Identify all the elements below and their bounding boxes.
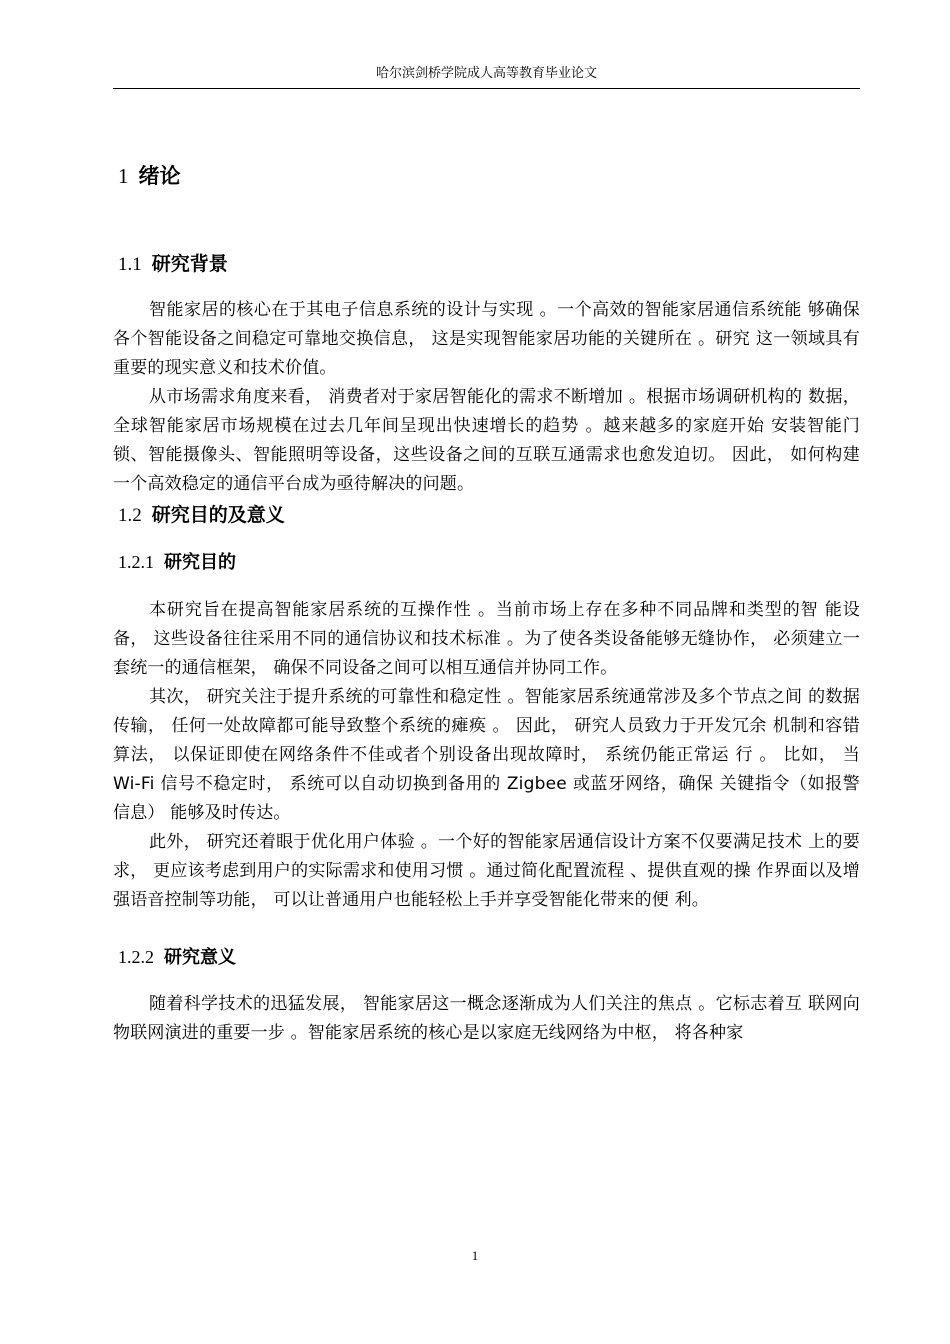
paragraph: 其次， 研究关注于提升系统的可靠性和稳定性 。智能家居系统通常涉及多个节点之间 的数据传输， 任何一处故障都可能导致整个系统的瘫痪 。 因此， 研究人员致力于开发冗余 机制和容错算法， 以保证即使在网络条件不佳或者个别设备出现故障时， 系统仍能正常运 行 。 比如， 当 Wi-Fi 信号不稳定时， 系统可以自动切换到备用的 Zigbee 或蓝牙网络，确保 关键指令（如报警信息） 能够及时传达。 bbox=[113, 687, 860, 823]
running-header: 哈尔滨剑桥学院成人高等教育毕业论文 bbox=[375, 66, 597, 81]
section-title: 研究目的及意义 bbox=[151, 504, 285, 526]
paragraph: 从市场需求角度来看， 消费者对于家居智能化的需求不断增加 。根据市场调研机构的 数据， 全球智能家居市场规模在过去几年间呈现出快速增长的趋势 。越来越多的家庭开始 安装智能门锁、智能摄像头、智能照明等设备，这些设备之间的互联互通需求也愈发迫切。 因此， 如何构建一个高效稳定的通信平台成为亟待解决的问题。 bbox=[113, 387, 860, 494]
chapter-title: 绪论 bbox=[138, 164, 181, 188]
subsection-heading-1-2-2 bbox=[118, 945, 236, 970]
section-heading-1-2 bbox=[118, 502, 285, 529]
paragraph: 智能家居的核心在于其电子信息系统的设计与实现 。一个高效的智能家居通信系统能 够确保各个智能设备之间稳定可靠地交换信息， 这是实现智能家居功能的关键所在 。研究 这一领域具有重要的现实意义和技术价值。 bbox=[113, 300, 860, 378]
subsection-number: 1.2.1 bbox=[118, 552, 154, 572]
section-title: 研究背景 bbox=[151, 253, 228, 275]
subsection-title: 研究目的 bbox=[164, 552, 236, 573]
paragraph: 本研究旨在提高智能家居系统的互操作性 。当前市场上存在多种不同品牌和类型的智 能设备， 这些设备往往采用不同的通信协议和技术标准 。为了使各类设备能够无缝协作， 必须建立一套统一的通信框架， 确保不同设备之间可以相互通信并协同工作。 bbox=[113, 600, 860, 678]
page-number: 1 bbox=[471, 1248, 479, 1263]
section-body-1-1 bbox=[113, 296, 860, 499]
subsection-heading-1-2-1 bbox=[118, 550, 236, 575]
subsection-number: 1.2.2 bbox=[118, 947, 154, 967]
section-body-1-2-2 bbox=[113, 990, 860, 1048]
section-heading-1-1 bbox=[118, 251, 228, 278]
chapter-heading bbox=[118, 162, 181, 190]
paragraph: 随着科学技术的迅猛发展， 智能家居这一概念逐渐成为人们关注的焦点 。它标志着互 联网向物联网演进的重要一步 。智能家居系统的核心是以家庭无线网络为中枢， 将各种家 bbox=[113, 994, 860, 1043]
subsection-title: 研究意义 bbox=[164, 947, 236, 968]
header-rule bbox=[113, 88, 860, 89]
paragraph: 此外， 研究还着眼于优化用户体验 。一个好的智能家居通信设计方案不仅要满足技术 上的要求， 更应该考虑到用户的实际需求和使用习惯 。通过简化配置流程 、提供直观的操 作界面以及增强语音控制等功能， 可以让普通用户也能轻松上手并享受智能化带来的便 利。 bbox=[113, 832, 860, 910]
section-body-1-2-1 bbox=[113, 596, 860, 915]
section-number: 1.1 bbox=[118, 254, 142, 275]
section-number: 1.2 bbox=[118, 505, 142, 526]
chapter-number: 1 bbox=[118, 164, 129, 188]
